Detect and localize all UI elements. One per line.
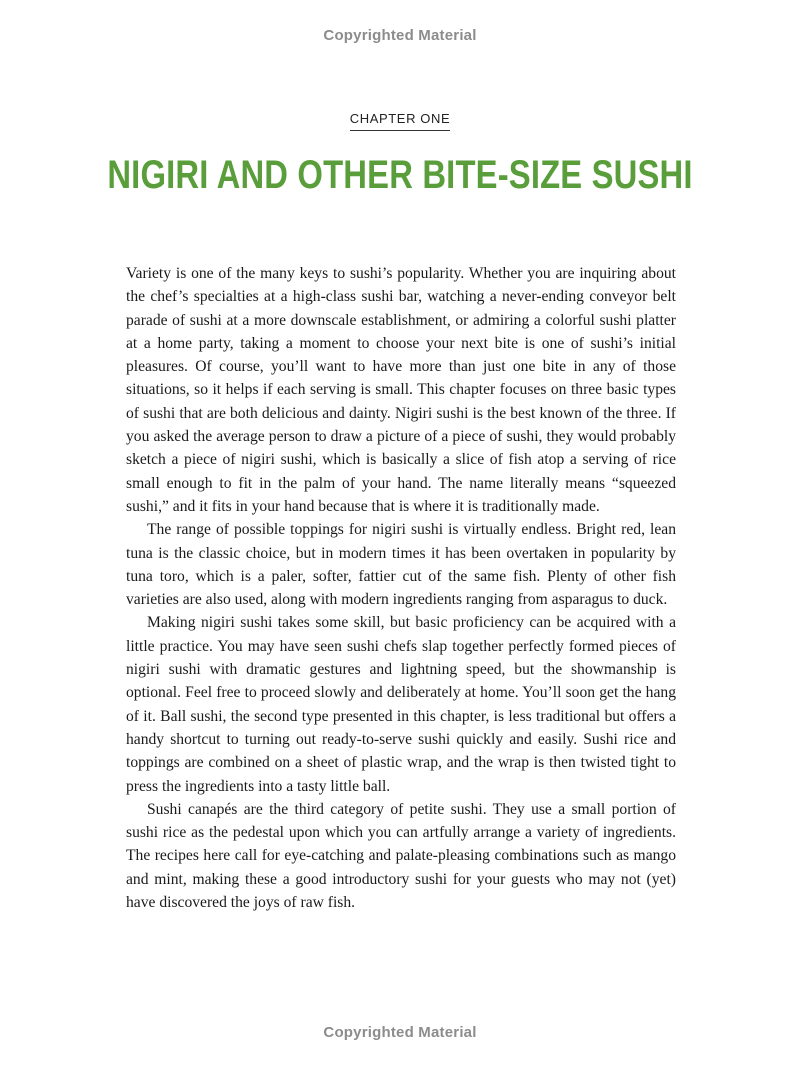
paragraph-1: Variety is one of the many keys to sushi’s popularity. Whether you are inquiring about the chef’s specialties at a high-class sushi bar, watching a never-ending conveyor belt parade of sushi at a more downscale establishment, or admiring a colorful sushi platter at a home party, taking a moment to choose your next bite is one of sushi’s initial pleasures. Of course, you’ll want to have more than just one bite in any of those situations, so it helps if each serving is small. This chapter focuses on three basic types of sushi that are both delicious and dainty. Nigiri sushi is the best known of the three. If you asked the average person to draw a picture of a piece of sushi, they would probably sketch a piece of nigiri sushi, which is basically a slice of fish atop a serving of rice small enough to fit in the palm of your hand. The name literally means “squeezed sushi,” and it fits in your hand because that is where it is traditionally made. <box>126 265 676 515</box>
copyright-watermark-top: Copyrighted Material <box>323 27 477 44</box>
paragraph-2: The range of possible toppings for nigiri sushi is virtually endless. Bright red, lean tuna is the classic choice, but in modern times it has been overtaken in popularity by tuna toro, which is a paler, softer, fattier cut of the same fish. Plenty of other fish varieties are also used, along with modern ingredients ranging from asparagus to duck. <box>126 521 676 609</box>
chapter-label <box>0 110 800 131</box>
paragraph-3: Making nigiri sushi takes some skill, but basic proficiency can be acquired with a little practice. You may have seen sushi chefs slap together perfectly formed pieces of nigiri sushi with dramatic gestures and lightning speed, but the showmanship is optional. Feel free to proceed slowly and deliberately at home. You’ll soon get the hang of it. Ball sushi, the second type presented in this chapter, is less traditional but offers a handy shortcut to turning out ready-to-serve sushi quickly and easily. Sushi rice and toppings are combined on a sheet of plastic wrap, and the wrap is then twisted tight to press the ingredients into a tasty little ball. <box>126 614 676 795</box>
chapter-body <box>126 262 676 914</box>
copyright-watermark-bottom: Copyrighted Material <box>323 1024 477 1041</box>
chapter-number: CHAPTER ONE <box>350 111 451 131</box>
chapter-title: NIGIRI AND OTHER BITE-SIZE SUSHI <box>107 153 693 197</box>
paragraph-4: Sushi canapés are the third category of petite sushi. They use a small portion of sushi rice as the pedestal upon which you can artfully arrange a variety of ingredients. The recipes here call for eye-catching and palate-pleasing combinations such as mango and mint, making these a good introductory sushi for your guests who may not (yet) have discovered the joys of raw fish. <box>126 800 676 912</box>
